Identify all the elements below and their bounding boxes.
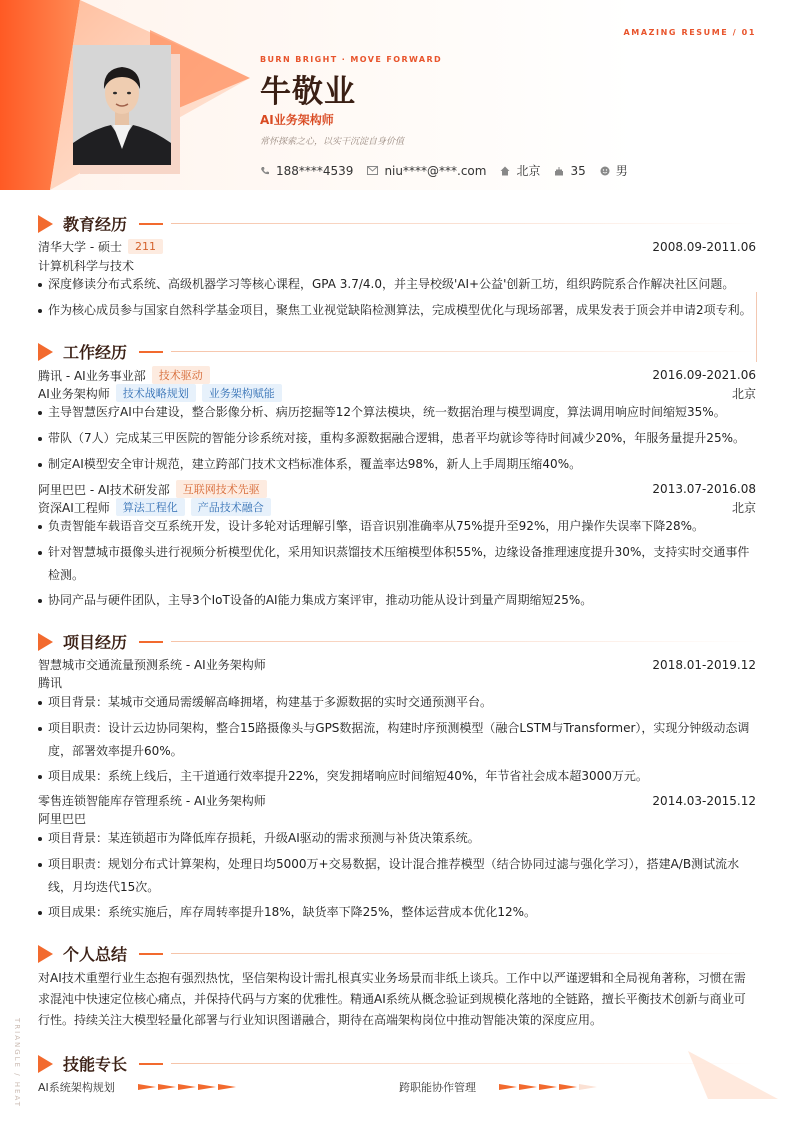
contact-gender (600, 162, 628, 179)
tagline: BURN BRIGHT · MOVE FORWARD (260, 55, 443, 64)
section-title: 个人总结 (63, 945, 128, 964)
project-name: 零售连锁智能库存管理系统 - AI业务架构师 (38, 794, 266, 808)
list-item: 项目成果：系统上线后，主干道通行效率提升22%，突发拥堵响应时间缩短40%，年节省社会成本超3000万元。 (38, 765, 756, 788)
company-name: 阿里巴巴 - AI技术研发部 (38, 482, 170, 497)
section-arrow-icon (38, 343, 53, 361)
skill-pip-filled (499, 1084, 517, 1090)
company-name: 腾讯 - AI业务事业部 (38, 368, 146, 383)
list-item: 项目成果：系统实施后，库存周转率提升18%，缺货率下降25%，整体运营成本优化12%。 (38, 901, 756, 924)
section-arrow-icon (38, 215, 53, 233)
skill-level (138, 1084, 236, 1090)
section-summary (38, 942, 756, 965)
resume-code: AMAZING RESUME / 01 (623, 28, 756, 37)
project-org: 阿里巴巴 (38, 812, 87, 826)
major: 计算机科学与技术 (38, 259, 135, 273)
role-tag: 产品技术融合 (191, 498, 271, 516)
work-location: 北京 (731, 500, 756, 515)
project-name: 智慧城市交通流量预测系统 - AI业务架构师 (38, 658, 266, 672)
section-education (38, 212, 756, 235)
school-name: 清华大学 - 硕士 (38, 240, 122, 254)
project-row (38, 656, 756, 673)
work-dates: 2016.09-2021.06 (652, 368, 756, 382)
section-arrow-icon (38, 1055, 53, 1073)
skill-pip-filled (519, 1084, 537, 1090)
section-title: 技能专长 (63, 1055, 128, 1074)
list-item: 制定AI模型安全审计规范，建立跨部门技术文档标准体系，覆盖率达98%，新人上手周期压缩40%。 (38, 453, 756, 476)
list-item: 项目背景：某连锁超市为降低库存损耗，升级AI驱动的需求预测与补货决策系统。 (38, 827, 756, 850)
section-title: 教育经历 (63, 215, 128, 234)
skill-name: AI系统架构规划 (38, 1081, 115, 1094)
work-location: 北京 (731, 386, 756, 401)
education-row (38, 238, 756, 255)
side-text: TRIANGLE / HEAT (13, 1018, 21, 1108)
role-tag: 技术战略规划 (116, 384, 196, 402)
project-dates: 2018.01-2019.12 (652, 657, 756, 672)
contact-email-text: niu****@***.com (384, 163, 487, 178)
role-name: 资深AI工程师 (38, 500, 110, 515)
skill-pip-filled (178, 1084, 196, 1090)
phone-icon (260, 166, 270, 176)
skill-item (399, 1079, 597, 1095)
summary-text: 对AI技术重塑行业生态抱有强烈热忱，坚信架构设计需扎根真实业务场景而非纸上谈兵。工作中以严谨逻辑和全局视角著称，习惯在需求混沌中快速定位核心痛点，并保持代码与方案的优雅性。精通AI系统从概念验证到规模化落地的全链路，擅长平衡技术创新与商业可行性。持续关注大模型轻量化部署与行业知识图谱融合，期待在高端架构岗位中推动智能决策的深度应用。 (38, 971, 746, 1027)
cake-icon (554, 166, 564, 176)
skill-pip-filled (158, 1084, 176, 1090)
contact-city (500, 162, 540, 179)
list-item: 深度修读分布式系统、高级机器学习等核心课程，GPA 3.7/4.0，并主导校级'AI+公益'创新工坊，组织跨院系合作解决社区问题。 (38, 273, 756, 296)
section-arrow-icon (38, 633, 53, 651)
contact-info (260, 162, 628, 179)
list-item: 作为核心成员参与国家自然科学基金项目，聚焦工业视觉缺陷检测算法，完成模型优化与现场部署，成果发表于顶会并申请2项专利。 (38, 299, 756, 322)
role-tag: 业务架构赋能 (202, 384, 282, 402)
section-projects (38, 630, 756, 653)
profile-photo (73, 45, 171, 165)
contact-age (554, 162, 585, 179)
list-item: 项目背景：某城市交通局需缓解高峰拥堵，构建基于多源数据的实时交通预测平台。 (38, 691, 756, 714)
skill-pip-filled (198, 1084, 216, 1090)
section-title: 项目经历 (63, 633, 128, 652)
contact-age-text: 35 (570, 163, 586, 178)
skill-item (38, 1079, 236, 1095)
contact-phone (260, 162, 353, 179)
major-row (38, 257, 756, 274)
home-icon (500, 166, 510, 176)
section-title: 工作经历 (63, 343, 128, 362)
role-tag: 算法工程化 (116, 498, 185, 516)
project-row (38, 792, 756, 809)
side-rail (756, 292, 757, 362)
list-item: 主导智慧医疗AI中台建设，整合影像分析、病历挖掘等12个算法模块，统一数据治理与模型调度，算法调用响应时间缩短35%。 (38, 401, 756, 424)
contact-email (367, 162, 486, 179)
work-dates: 2013.07-2016.08 (652, 482, 756, 496)
work-company-row (38, 366, 756, 384)
list-item: 针对智慧城市摄像头进行视频分析模型优化，采用知识蒸馏技术压缩模型体积55%，边缘设备推理速度提升30%，支持实时交通事件检测。 (38, 541, 756, 587)
skill-pip-filled (138, 1084, 156, 1090)
footer-triangle (688, 1051, 778, 1111)
work-role-row (38, 384, 756, 402)
contact-gender-text: 男 (615, 164, 628, 178)
motto: 常怀探索之心，以实干沉淀自身价值 (260, 137, 405, 147)
skill-pip-empty (579, 1084, 597, 1090)
list-item: 负责智能车载语音交互系统开发，设计多轮对话理解引擎，语音识别准确率从75%提升至92%，用户操作失误率下降28%。 (38, 515, 756, 538)
role-name: AI业务架构师 (38, 386, 110, 401)
project-org-row (38, 674, 756, 691)
list-item: 项目职责：规划分布式计算架构，处理日均5000万+交易数据，设计混合推荐模型（结合协同过滤与强化学习），搭建A/B测试流水线，月均迭代15次。 (38, 853, 756, 899)
education-dates: 2008.09-2011.06 (652, 239, 756, 254)
list-item: 带队（7人）完成某三甲医院的智能分诊系统对接，重构多源数据融合逻辑，患者平均就诊等待时间减少20%，年服务量提升25%。 (38, 427, 756, 450)
work-company-row (38, 480, 756, 498)
project-org-row (38, 810, 756, 827)
project-dates: 2014.03-2015.12 (652, 793, 756, 808)
candidate-name: 牛敬业 (260, 74, 356, 110)
list-item: 项目职责：设计云边协同架构，整合15路摄像头与GPS数据流，构建时序预测模型（融合LSTM与Transformer），实现分钟级动态调度，部署效率提升60%。 (38, 717, 756, 763)
contact-city-text: 北京 (516, 164, 541, 178)
project-org: 腾讯 (38, 676, 63, 690)
mail-icon (367, 166, 378, 175)
skill-level (499, 1084, 597, 1090)
school-tag: 211 (128, 239, 163, 254)
section-work (38, 340, 756, 363)
company-tag: 技术驱动 (152, 366, 210, 384)
company-tag: 互联网技术先驱 (176, 480, 267, 498)
work-role-row (38, 498, 756, 516)
smile-icon (600, 166, 610, 176)
contact-phone-text: 188****4539 (276, 163, 354, 178)
list-item: 协同产品与硬件团队，主导3个IoT设备的AI能力集成方案评审，推动功能从设计到量产周期缩短25%。 (38, 589, 756, 612)
skill-pip-filled (539, 1084, 557, 1090)
job-title: AI业务架构师 (260, 113, 334, 127)
section-arrow-icon (38, 945, 53, 963)
skill-name: 跨职能协作管理 (399, 1081, 476, 1094)
skill-pip-filled (218, 1084, 236, 1090)
section-skills (38, 1052, 756, 1075)
skill-pip-filled (559, 1084, 577, 1090)
